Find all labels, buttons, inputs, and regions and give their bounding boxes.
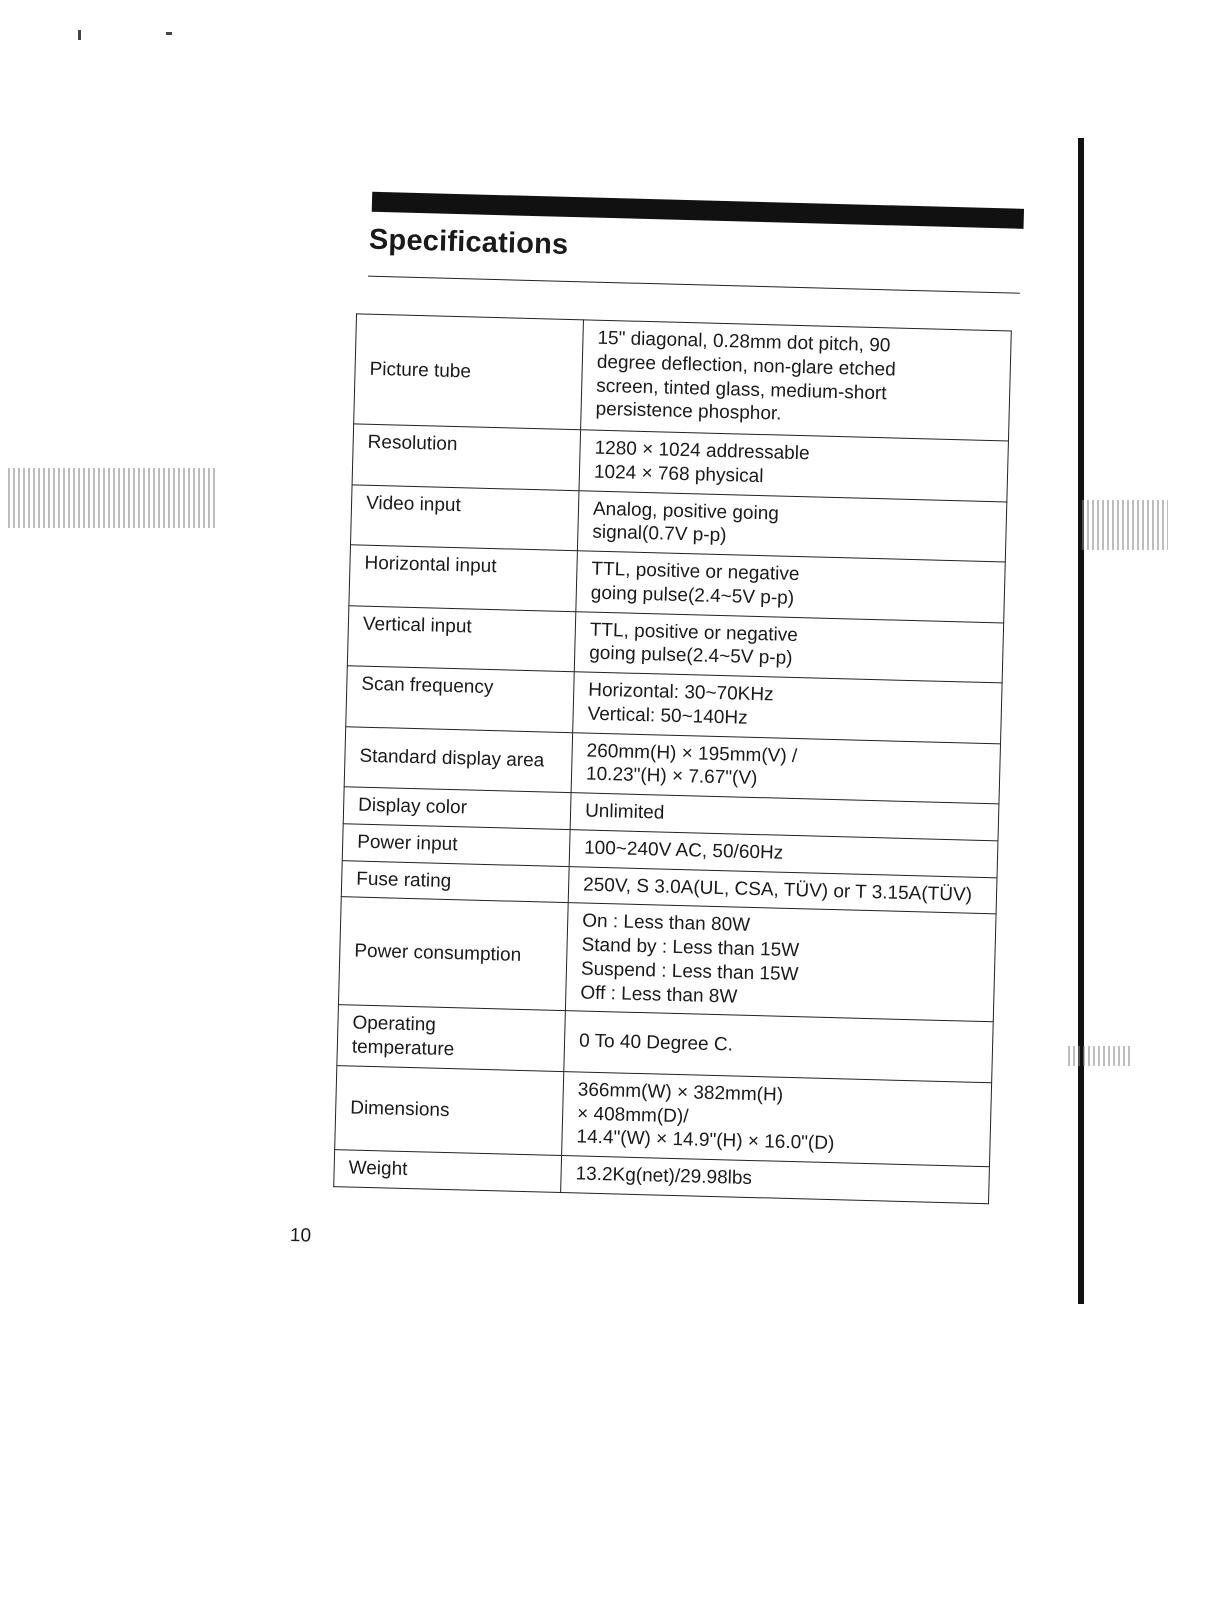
spec-label: Weight (334, 1150, 562, 1193)
spec-value-line: 1280 × 1024 addressable (594, 437, 810, 465)
spec-value-line: Suspend : Less than 15W (580, 958, 799, 985)
spec-value-line: 14.4"(W) × 14.9"(H) × 16.0"(D) (576, 1126, 835, 1155)
scan-speck (166, 32, 172, 35)
spec-value-line: screen, tinted glass, medium-short (595, 375, 887, 404)
spec-value-line: degree deflection, non-glare etched (596, 351, 896, 381)
scan-artifact (8, 468, 218, 528)
scan-artifact (1068, 1046, 1132, 1066)
spec-label: Power consumption (338, 897, 568, 1011)
spec-value-line: 260mm(H) × 195mm(V) / (586, 740, 798, 767)
spec-value-line: Unlimited (584, 800, 665, 824)
spec-value (574, 611, 1003, 683)
spec-value (581, 320, 1012, 441)
spec-value-line: signal(0.7V p-p) (592, 521, 727, 547)
title-divider (368, 276, 1020, 294)
scan-speck (78, 30, 81, 40)
spec-value (576, 551, 1005, 623)
spec-value-line: Analog, positive going (592, 498, 780, 525)
spec-label-line: temperature (351, 1036, 455, 1061)
spec-label: Fuse rating (341, 860, 569, 903)
page-title: Specifications (368, 223, 569, 261)
spec-value-line: going pulse(2.4~5V p-p) (588, 642, 793, 670)
spec-value-line: 366mm(W) × 382mm(H) (577, 1079, 784, 1106)
spec-value-line: 100~240V AC, 50/60Hz (583, 837, 784, 864)
spec-row-picture-tube (354, 314, 1012, 441)
spec-value (579, 430, 1008, 502)
page-number: 10 (289, 1224, 312, 1247)
spec-label: Vertical input (347, 605, 576, 671)
spec-label-line: Operating (352, 1012, 437, 1036)
spec-value (565, 903, 996, 1022)
header-bar (372, 192, 1024, 229)
spec-value-line: persistence phosphor. (595, 398, 782, 425)
specifications-table (333, 313, 1012, 1204)
spec-value-line: going pulse(2.4~5V p-p) (590, 582, 795, 609)
spec-label: Horizontal input (349, 545, 578, 611)
spec-value-line: Vertical: 50~140Hz (587, 703, 748, 729)
spec-value (571, 732, 1000, 804)
spec-value-line: 13.2Kg(net)/29.98lbs (575, 1163, 753, 1190)
spec-value-line: TTL, positive or negative (591, 558, 800, 586)
spec-value-line: 10.23"(H) × 7.67"(V) (585, 763, 758, 790)
page-edge-line (1078, 138, 1084, 1304)
spec-value-line: Off : Less than 8W (580, 981, 738, 1008)
spec-label (337, 1005, 566, 1071)
spec-row-power-consumption (338, 897, 996, 1022)
spec-value-line: TTL, positive or negative (589, 619, 799, 646)
spec-value-line: 250V, S 3.0A(UL, CSA, TÜV) or T 3.15A(TÜV) (582, 874, 973, 906)
spec-label: Display color (343, 787, 571, 830)
spec-label: Picture tube (354, 314, 584, 430)
spec-value (562, 1071, 992, 1166)
scan-artifact (1082, 500, 1168, 550)
spec-label: Power input (342, 823, 570, 866)
spec-value-line: Stand by : Less than 15W (581, 934, 800, 962)
spec-value-line: On : Less than 80W (581, 910, 751, 937)
spec-value (564, 1011, 993, 1083)
spec-label: Standard display area (344, 726, 573, 792)
spec-value-line: 1024 × 768 physical (593, 461, 764, 487)
spec-label: Scan frequency (346, 666, 575, 732)
spec-value (573, 672, 1002, 744)
spec-value-line: 0 To 40 Degree C. (578, 1030, 734, 1056)
spec-value (577, 490, 1006, 562)
spec-label: Video input (350, 484, 579, 550)
spec-value-line: Horizontal: 30~70KHz (588, 679, 774, 706)
spec-value-line: 15" diagonal, 0.28mm dot pitch, 90 (597, 327, 891, 357)
spec-value-line: × 408mm(D)/ (576, 1102, 689, 1127)
spec-label: Dimensions (335, 1065, 564, 1155)
spec-label: Resolution (352, 424, 581, 490)
